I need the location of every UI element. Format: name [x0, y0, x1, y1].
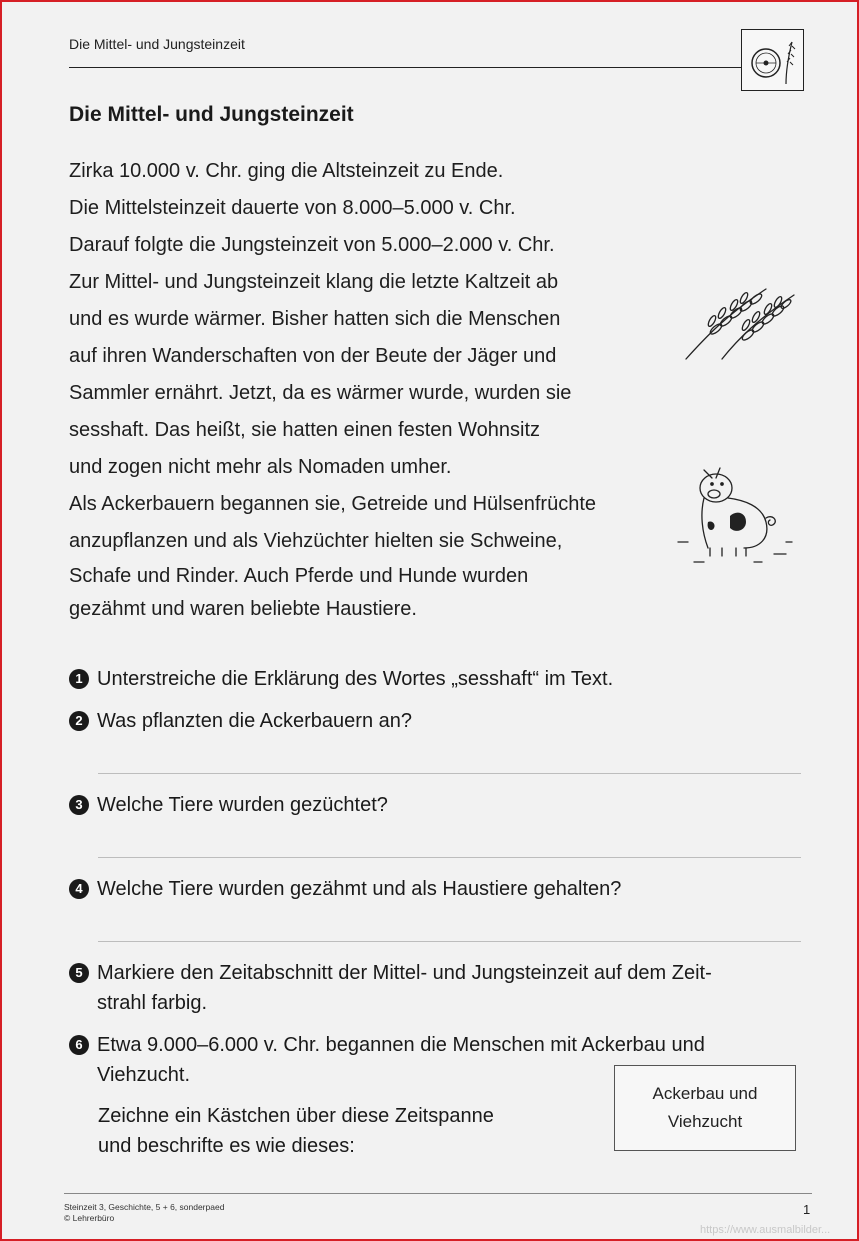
text-line: gezähmt und waren beliebte Haustiere.	[69, 598, 417, 620]
pig-icon	[674, 462, 796, 568]
sample-label-box	[614, 1065, 796, 1151]
task-4	[69, 874, 621, 904]
task-text: Markiere den Zeitabschnitt der Mittel- und Jungsteinzeit auf dem Zeit-	[97, 962, 712, 984]
task-text: strahl farbig.	[97, 992, 208, 1014]
task-text: Etwa 9.000–6.000 v. Chr. begannen die Menschen mit Ackerbau und	[97, 1034, 705, 1056]
task-text: Was pflanzten die Ackerbauern an?	[97, 710, 413, 732]
text-line: Darauf folgte die Jungsteinzeit von 5.000–2.000 v. Chr.	[69, 234, 555, 256]
footer-line: © Lehrerbüro	[64, 1213, 115, 1223]
text-line: und es wurde wärmer. Bisher hatten sich die Menschen	[69, 308, 561, 330]
answer-line[interactable]	[98, 857, 801, 858]
task-number-badge: 6	[69, 1035, 89, 1055]
page-title: Die Mittel- und Jungsteinzeit	[69, 103, 354, 126]
sample-box-line: Viehzucht	[667, 1112, 743, 1131]
wheat-icon	[682, 283, 800, 363]
text-line: und zogen nicht mehr als Nomaden umher.	[69, 456, 452, 478]
task-6-instruction	[98, 1101, 494, 1161]
running-title: Die Mittel- und Jungsteinzeit	[69, 36, 245, 52]
text-line: Die Mittelsteinzeit dauerte von 8.000–5.000 v. Chr.	[69, 197, 516, 219]
footer-line: Steinzeit 3, Geschichte, 5 + 6, sonderpaed	[64, 1202, 225, 1212]
text-line: sesshaft. Das heißt, sie hatten einen festen Wohnsitz	[69, 419, 540, 441]
text-line: Zirka 10.000 v. Chr. ging die Altsteinzeit zu Ende.	[69, 160, 504, 182]
task-3	[69, 790, 388, 820]
task-1	[69, 664, 613, 694]
task-text: und beschrifte es wie dieses:	[98, 1135, 355, 1157]
task-text: Unterstreiche die Erklärung des Wortes „sesshaft“ im Text.	[97, 668, 614, 690]
text-line: Zur Mittel- und Jungsteinzeit klang die letzte Kaltzeit ab	[69, 271, 559, 293]
answer-line[interactable]	[98, 941, 801, 942]
task-5	[69, 958, 712, 1018]
task-number-badge: 3	[69, 795, 89, 815]
answer-line[interactable]	[98, 773, 801, 774]
task-text: Welche Tiere wurden gezähmt und als Haustiere gehalten?	[97, 878, 622, 900]
sample-box-line: Ackerbau und	[652, 1084, 758, 1103]
task-number-badge: 1	[69, 669, 89, 689]
stone-age-wheel-wheat-logo-icon	[741, 29, 804, 91]
footer-rule	[64, 1193, 812, 1194]
task-text: Viehzucht.	[97, 1064, 191, 1086]
text-line: Schafe und Rinder. Auch Pferde und Hunde wurden	[69, 565, 529, 587]
task-2	[69, 706, 412, 736]
task-text: Zeichne ein Kästchen über diese Zeitspanne	[98, 1105, 494, 1127]
task-6	[69, 1030, 705, 1090]
text-line: Als Ackerbauern begannen sie, Getreide und Hülsenfrüchte	[69, 493, 597, 515]
reading-text	[69, 153, 669, 626]
task-number-badge: 4	[69, 879, 89, 899]
text-line: Sammler ernährt. Jetzt, da es wärmer wurde, wurden sie	[69, 382, 572, 404]
task-number-badge: 2	[69, 711, 89, 731]
footer-credits	[64, 1202, 224, 1224]
task-number-badge: 5	[69, 963, 89, 983]
text-line: anzupflanzen und als Viehzüchter hielten sie Schweine,	[69, 530, 563, 552]
page-number: 1	[803, 1202, 811, 1217]
task-text: Welche Tiere wurden gezüchtet?	[97, 794, 388, 816]
watermark: https://www.ausmalbilder...	[700, 1224, 831, 1236]
header-rule	[69, 67, 741, 68]
text-line: auf ihren Wanderschaften von der Beute der Jäger und	[69, 345, 557, 367]
